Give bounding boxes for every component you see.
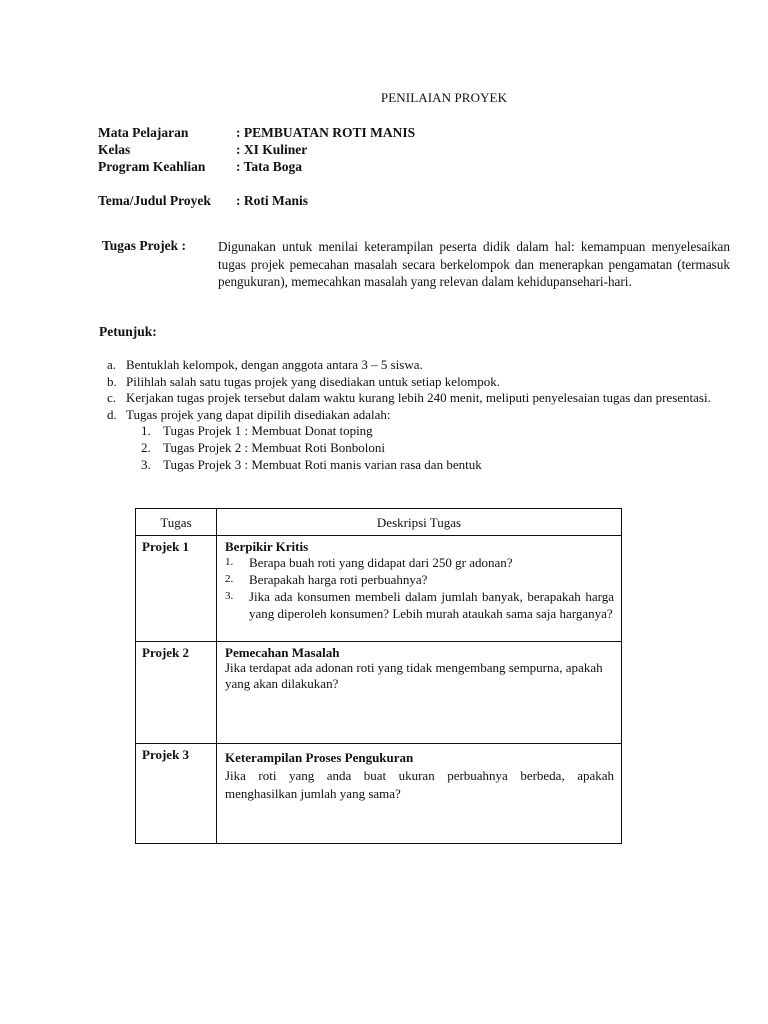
description-cell <box>217 536 622 642</box>
list-text: Tugas Projek 1 : Membuat Donat toping <box>163 423 373 439</box>
list-marker: 1. <box>141 423 151 439</box>
list-text: Tugas Projek 3 : Membuat Roti manis varian rasa dan bentuk <box>163 456 482 472</box>
petunjuk-heading: Petunjuk: <box>99 324 157 339</box>
meta-value: : Tata Boga <box>236 159 303 174</box>
project-cell: Projek 3 <box>136 744 217 844</box>
table-row <box>136 744 622 844</box>
list-item <box>107 357 715 374</box>
description-text: Jika roti yang anda buat ukuran perbuahnya berbeda, apakah menghasilkan jumlah yang sama? <box>225 768 614 801</box>
meta-label: Kelas <box>98 142 131 157</box>
project-cell: Projek 2 <box>136 642 217 744</box>
question-marker: 2. <box>225 573 234 585</box>
description-heading: Pemecahan Masalah <box>225 645 340 660</box>
question-text: Berapa buah roti yang didapat dari 250 gr adonan? <box>249 555 513 570</box>
meta-subject <box>98 125 415 141</box>
list-text: Bentuklah kelompok, dengan anggota antara 3 – 5 siswa. <box>126 357 423 372</box>
question-list <box>225 554 614 622</box>
question-text: Jika ada konsumen membeli dalam jumlah banyak, berapakah harga yang diperoleh konsumen? Lebih murah ataukah sama saja harganya? <box>249 589 614 621</box>
question-item <box>225 554 614 571</box>
description-cell <box>217 744 622 844</box>
meta-label: Program Keahlian <box>98 159 206 174</box>
meta-label: Tema/Judul Proyek <box>98 193 211 208</box>
list-marker: d. <box>107 406 117 422</box>
meta-class <box>98 142 307 158</box>
list-item <box>107 390 715 407</box>
meta-program <box>98 159 302 175</box>
sub-list-item <box>107 457 715 474</box>
meta-value: : PEMBUATAN ROTI MANIS <box>236 125 416 140</box>
task-table <box>135 508 622 844</box>
question-item <box>225 588 614 622</box>
list-text: Pilihlah salah satu tugas projek yang disediakan untuk setiap kelompok. <box>126 373 501 389</box>
question-item <box>225 571 614 588</box>
list-marker: 2. <box>141 439 151 455</box>
meta-value: : XI Kuliner <box>236 142 308 157</box>
petunjuk-list <box>107 357 715 473</box>
list-text: Tugas projek yang dapat dipilih disediakan adalah: <box>126 406 391 422</box>
question-marker: 1. <box>225 556 234 568</box>
meta-value: : Roti Manis <box>236 193 308 208</box>
project-cell: Projek 1 <box>136 536 217 642</box>
column-header-deskripsi: Deskripsi Tugas <box>217 509 622 536</box>
list-item <box>107 407 715 424</box>
list-marker: c. <box>107 390 117 406</box>
tugas-description: Digunakan untuk menilai keterampilan peserta didik dalam hal: kemampuan menyelesaikan tugas projek pemecahan masalah secara berkelompok dan menerapkan pengamatan (termasuk pengukuran), memecahkan masalah yang relevan dalam kehidupansehari-hari. <box>218 239 730 289</box>
list-marker: 3. <box>141 456 151 472</box>
description-heading: Berpikir Kritis <box>225 539 309 554</box>
table-header-row <box>136 509 622 536</box>
list-text: Kerjakan tugas projek tersebut dalam waktu kurang lebih 240 menit, meliputi penyelesaian tugas dan presentasi. <box>126 390 711 406</box>
sub-list-item <box>107 423 715 440</box>
question-marker: 3. <box>225 590 234 602</box>
meta-label: Mata Pelajaran <box>98 125 189 140</box>
list-item <box>107 374 715 391</box>
description-text: Jika terdapat ada adonan roti yang tidak mengembang sempurna, apakah yang akan dilakukan? <box>225 660 603 691</box>
page-title: PENILAIAN PROYEK <box>380 90 508 105</box>
list-marker: a. <box>107 357 117 372</box>
list-marker: b. <box>107 373 117 389</box>
tugas-label: Tugas Projek : <box>102 238 187 253</box>
description-cell <box>217 642 622 744</box>
question-text: Berapakah harga roti perbuahnya? <box>249 572 428 587</box>
description-heading: Keterampilan Proses Pengukuran <box>225 750 414 765</box>
meta-theme <box>98 193 308 209</box>
table-row <box>136 536 622 642</box>
list-text: Tugas Projek 2 : Membuat Roti Bonboloni <box>163 439 385 455</box>
sub-list-item <box>107 440 715 457</box>
table-row <box>136 642 622 744</box>
column-header-tugas: Tugas <box>136 509 217 536</box>
